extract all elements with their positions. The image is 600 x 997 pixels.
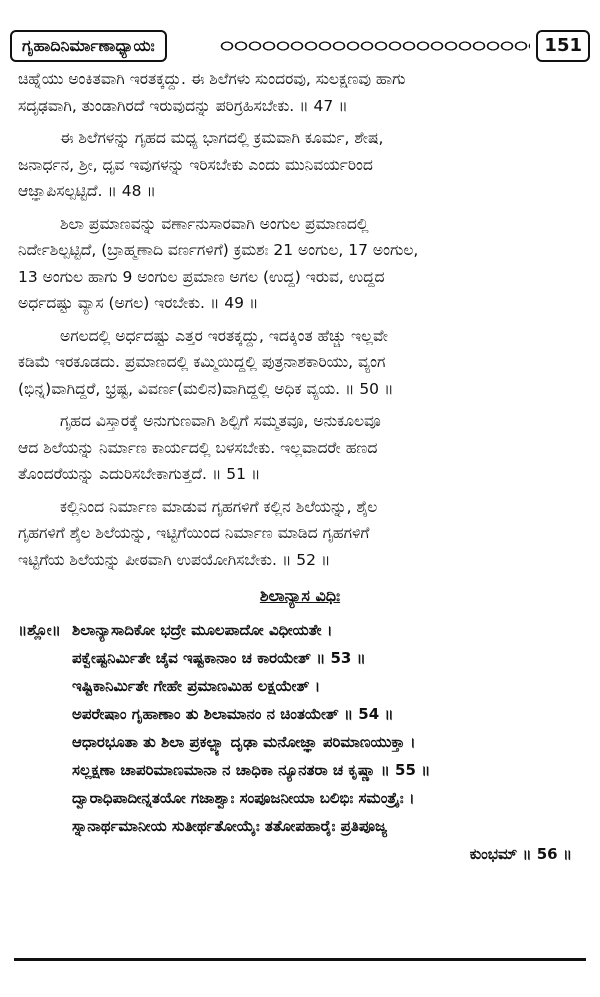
text-line: ನಿರ್ದೇಶಿಲ್ಪಟ್ಟಿದೆ, (ಬ್ರಾಹ್ಮಣಾದಿ ವರ್ಣಗಳಿಗೆ) ಕ್ರಮಶಃ 21 ಅಂಗುಲ, 17 ಅಂಗುಲ,: [18, 241, 419, 259]
section-heading: [18, 583, 582, 610]
verse-line: ಪಕ್ವೇಷ್ಟನಿರ್ಮಿತೇ ಚೈವ ಇಷ್ಟಕಾನಾಂ ಚ ಕಾರಯೇತ್ ॥ 53 ॥: [72, 648, 366, 667]
paragraph: [18, 408, 582, 488]
text-line: 13 ಅಂಗುಲ ಹಾಗು 9 ಅಂಗುಲ ಪ್ರಮಾಣ ಅಗಲ (ಉದ್ದ) ಇರುವ, ಉದ್ದದ: [18, 267, 385, 286]
text-line: ಆದ ಶಿಲೆಯನ್ನು ನಿರ್ಮಾಣ ಕಾರ್ಯದಲ್ಲಿ ಬಳಸಬೇಕು. ಇಲ್ಲವಾದರೇ ಹಣದ: [18, 438, 378, 457]
text-line: ಗೃಹಗಳಿಗೆ ಶೈಲ ಶಿಲೆಯನ್ನು, ಇಟ್ಟಿಗೆಯಿಂದ ನಿರ್ಮಾಣ ಮಾಡಿದ ಗೃಹಗಳಿಗೆ: [18, 524, 370, 542]
verse-block: [18, 616, 582, 868]
text-line: ಸದೃಢವಾಗಿ, ತುಂಡಾಗಿರದೆ ಇರುವುದನ್ನು ಪರಿಗ್ರಹಿಸಬೇಕು. ॥ 47 ॥: [18, 96, 348, 115]
footer-rule: [14, 958, 586, 961]
text-line: ಅಗಲದಲ್ಲಿ ಅರ್ಧದಷ್ಟು ಎತ್ತರ ಇರತಕ್ಕದ್ದು, ಇದಕ್ಕಿಂತ ಹೆಚ್ಚು ಇಲ್ಲವೇ: [60, 326, 388, 345]
paragraph: [18, 211, 582, 317]
text-line: ಅರ್ಧದಷ್ಟು ವ್ಯಾಸ (ಅಗಲ) ಇರಬೇಕು. ॥ 49 ॥: [18, 294, 259, 312]
chapter-title: ಗೃಹಾದಿನಿರ್ಮಾಣಾಧ್ಯಾಯಃ: [10, 30, 167, 62]
page-header: [10, 30, 590, 62]
page-content: [18, 66, 582, 868]
verse-lines: [18, 616, 582, 840]
page-number: 151: [536, 30, 590, 62]
text-line: ತೊಂದರೆಯನ್ನು ಎದುರಿಸಬೇಕಾಗುತ್ತದೆ. ॥ 51 ॥: [18, 465, 261, 483]
text-line: ಇಟ್ಟಿಗೆಯ ಶಿಲೆಯನ್ನು ಪೀಠವಾಗಿ ಉಪಯೋಗಿಸಬೇಕು. ॥ 52 ॥: [18, 550, 331, 569]
shloka-marker: ॥ಶ್ಲೋ॥: [18, 620, 61, 639]
verse-line: ಇಷ್ಟಿಕಾನಿರ್ಮಿತೇ ಗೇಹೇ ಪ್ರಮಾಣಮಿಹ ಲಕ್ಷಯೇತ್ ।: [72, 676, 321, 695]
verse-line: ಸ್ನಾನಾರ್ಥಮಾನೀಯ ಸುತೀರ್ಥತೋಯೈಃ ತತೋಪಹಾರೈಃ ಪ್ರತಿಪೂಜ್ಯ: [72, 816, 388, 835]
paragraph: [18, 323, 582, 403]
verse-line: ದ್ವಾರಾಧಿಪಾದೀನ್ನತಯೋ ಗಜಾಶ್ವಾಃ ಸಂಪೂಜನೀಯಾ ಬಲಿಭಿಃ ಸಮಂತ್ರೈಃ ।: [72, 788, 415, 807]
verse-line: ಸಲ್ಲಕ್ಷಣಾ ಚಾಪರಿಮಾಣಮಾನಾ ನ ಚಾಧಿಕಾ ನ್ಯೂನತರಾ ಚ ಕೃಷ್ಣಾ ॥ 55 ॥: [72, 760, 431, 779]
text-line: ಕಡಿಮೆ ಇರಕೂಡದು. ಪ್ರಮಾಣದಲ್ಲಿ ಕಮ್ಮಿಯಿದ್ದಲ್ಲಿ ಪುತ್ರನಾಶಕಾರಿಯು, ವ್ಯಂಗ: [18, 353, 386, 371]
text-line: ಆಜ್ಞಾಪಿಸಲ್ಪಟ್ಟಿದೆ. ॥ 48 ॥: [18, 182, 156, 200]
text-line: ಶಿಲಾ ಪ್ರಮಾಣವನ್ನು ವರ್ಣಾನುಸಾರವಾಗಿ ಅಂಗುಲ ಪ್ರಮಾಣದಲ್ಲಿ: [60, 214, 369, 233]
commentary-paragraphs: [18, 66, 582, 573]
verse-line: ಆಧಾರಭೂತಾ ತು ಶಿಲಾ ಪ್ರಕಲ್ಪ್ಯಾ ದೃಢಾ ಮನೋಜ್ಞಾ ಪರಿಮಾಣಯುಕ್ತಾ ।: [72, 732, 416, 751]
text-line: ಜನಾರ್ಧನ, ಶ್ರೀ, ಧೃವ ಇವುಗಳನ್ನು ಇರಿಸಬೇಕು ಎಂದು ಮುನಿವರ್ಯರಿಂದ: [18, 155, 373, 174]
paragraph: [18, 125, 582, 205]
text-line: ಈ ಶಿಲೆಗಳನ್ನು ಗೃಹದ ಮಧ್ಯ ಭಾಗದಲ್ಲಿ ಕ್ರಮವಾಗಿ ಕೂರ್ಮ, ಶೇಷ,: [60, 129, 384, 147]
verse-end-line: ಕುಂಭಮ್ ॥ 56 ॥: [469, 844, 572, 863]
paragraph: [18, 66, 582, 119]
paragraph: [18, 494, 582, 574]
verse-line: ಶಿಲಾನ್ಯಾಸಾದಿಕೋ ಭದ್ರೇ ಮೂಲಪಾದೋ ವಿಧೀಯತೇ ।: [72, 620, 333, 639]
section-title: ಶಿಲಾನ್ಯಾಸ ವಿಧಿಃ: [259, 586, 341, 605]
text-line: ಗೃಹದ ವಿಸ್ತಾರಕ್ಕೆ ಅನುಗುಣವಾಗಿ ಶಿಲ್ಪಿಗೆ ಸಮ್ಮತವೂ, ಅನುಕೂಲವೂ: [60, 412, 381, 430]
verse-line: ಅಪರೇಷಾಂ ಗೃಹಾಣಾಂ ತು ಶಿಲಾಮಾನಂ ನ ಚಿಂತಯೇತ್ ॥ 54 ॥: [72, 704, 394, 723]
text-line: (ಭಿನ್ನ)ವಾಗಿದ್ದರೆ, ಭ್ರಷ್ಟ, ವಿವರ್ಣ(ಮಲಿನ)ವಾಗಿದ್ದಲ್ಲಿ ಅಧಿಕ ವ್ಯಯ. ॥ 50 ॥: [18, 379, 394, 398]
text-line: ಚಿಹ್ನೆಯು ಅಂಕಿತವಾಗಿ ಇರತಕ್ಕದ್ದು. ಈ ಶಿಲೆಗಳು ಸುಂದರವು, ಸುಲಕ್ಷಣವು ಹಾಗು: [18, 70, 406, 88]
decorative-chain-border: [220, 41, 530, 51]
text-line: ಕಲ್ಲಿನಿಂದ ನಿರ್ಮಾಣ ಮಾಡುವ ಗೃಹಗಳಿಗೆ ಕಲ್ಲಿನ ಶಿಲೆಯನ್ನು, ಶೈಲ: [60, 497, 378, 516]
